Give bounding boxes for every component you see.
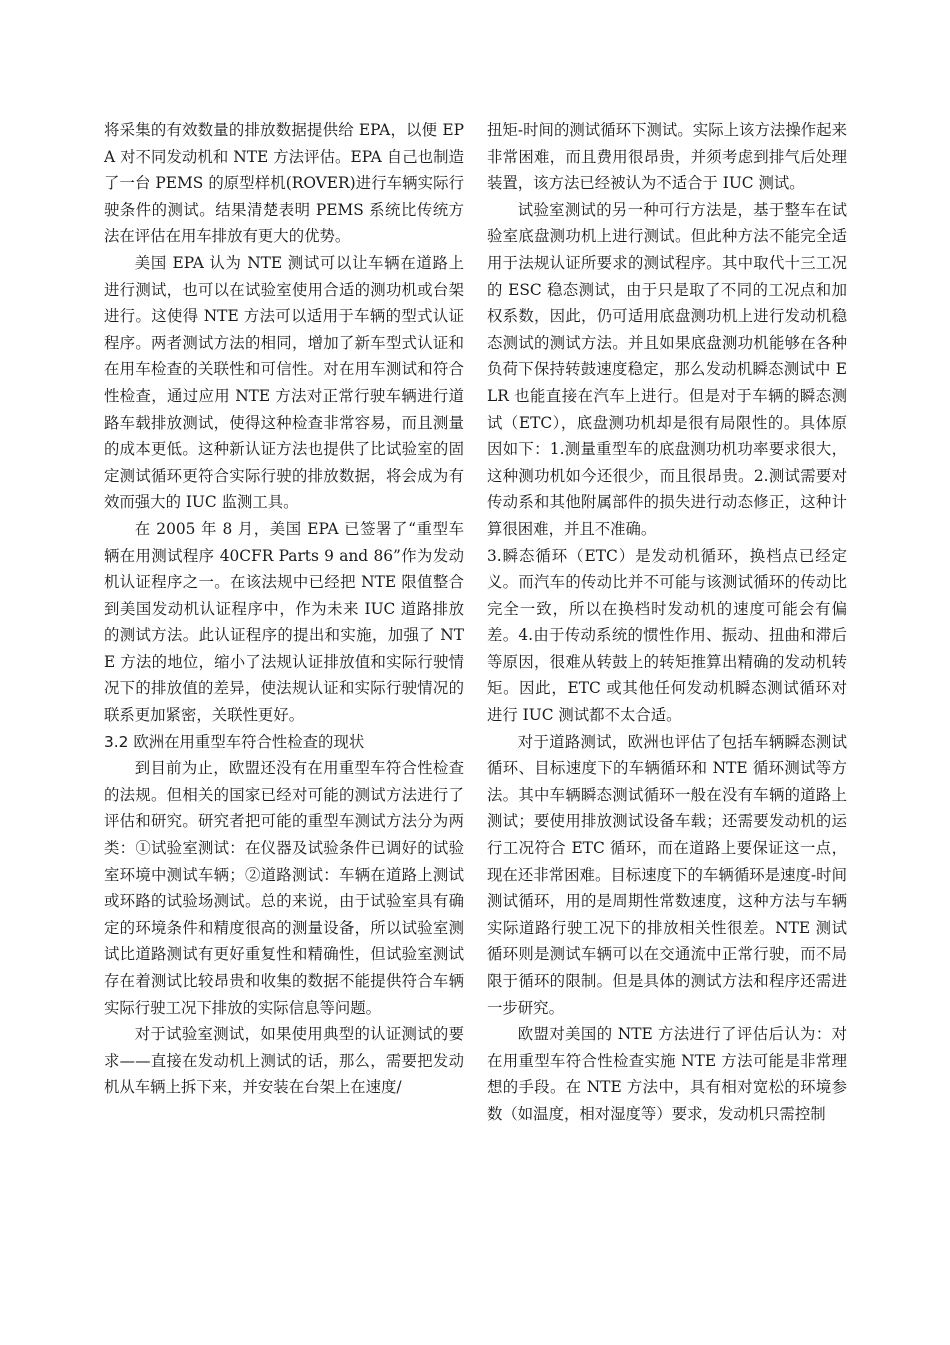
paragraph-nte-testing: 美国 EPA 认为 NTE 测试可以让车辆在道路上进行测试，也可以在试验室使用合适的测功机或台架进行。这使得 NTE 方法可以适用于车辆的型式认证程序。两者测试方法的相同，增加了新车型式认证和在用车检查的关联性和可信性。对在用车测试和符合性检查，通过应用 NTE 方法对正常行驶车辆进行道路车载排放测试，使得这种检查非常容易，而且测量的成本更低。这种新认证方法也提供了比试验室的固定测试循环更符合实际行驶的排放数据，将会成为有效而强大的 IUC 监测工具。 xyxy=(104,253,464,512)
paragraph-2005-regulation: 在 2005 年 8 月，美国 EPA 已签署了“重型车辆在用测试程序 40CFR Parts 9 and 86”作为发动机认证程序之一。在该法规中已经把 NTE 限值整合到美国发动机认证程序中，作为未来 IUC 道路排放的测试方法。此认证程序的提出和实施，加强了 NTE 方法的地位，缩小了法规认证排放值和实际行驶情况下的排放值的差异，使法规认证和实际行驶情况的联系更加紧密，关联性更好。 xyxy=(104,519,464,725)
paragraph-pems-evaluation: 将采集的有效数量的排放数据提供给 EPA，以便 EPA 对不同发动机和 NTE 方法评估。EPA 自己也制造了一台 PEMS 的原型样机(ROVER)进行车辆实际行驶条件的测试。结果清楚表明 PEMS 系统比传统方法在评估在用车排放有更大的优势。 xyxy=(104,121,464,246)
right-column xyxy=(487,117,847,1128)
paragraph-eu-status: 到目前为止，欧盟还没有在用重型车符合性检查的法规。但相关的国家已经对可能的测试方法进行了评估和研究。研究者把可能的重型车测试方法分为两类：①试验室测试：在仪器及试验条件已调好的试验室环境中测试车辆；②道路测试：车辆在道路上测试或环路的试验场测试。总的来说，由于试验室具有确定的环境条件和精度很高的测量设备，所以试验室测试比道路测试有更好重复性和精确性，但试验室测试存在着测试比较昂贵和收集的数据不能提供符合车辆实际行驶工况下排放的实际信息等问题。 xyxy=(104,759,464,1017)
section-heading-3-2: 3.2 欧洲在用重型车符合性检查的现状 xyxy=(104,732,365,751)
left-column xyxy=(104,117,464,1101)
paragraph-etc-reasons: 3.瞬态循环（ETC）是发动机循环，换档点已经定义。而汽车的传动比并不可能与该测试循环的传动比完全一致，所以在换档时发动机的速度可能会有偏差。4.由于传动系统的惯性作用、振动、扭曲和滞后等原因，很难从转鼓上的转矩推算出精确的发动机转矩。因此，ETC 或其他任何发动机瞬态测试循环对进行 IUC 测试都不太合适。 xyxy=(487,546,847,725)
paragraph-lab-testing: 对于试验室测试，如果使用典型的认证测试的要求——直接在发动机上测试的话，那么，需要把发动机从车辆上拆下来，并安装在台架上在速度/ xyxy=(104,1025,464,1097)
paragraph-eu-nte-evaluation: 欧盟对美国的 NTE 方法进行了评估后认为：对在用重型车符合性检查实施 NTE 方法可能是非常理想的手段。在 NTE 方法中，具有相对宽松的环境参数（如温度，相对湿度等）要求，发动机只需控制 xyxy=(487,1025,847,1123)
paragraph-chassis-dyno: 试验室测试的另一种可行方法是，基于整车在试验室底盘测功机上进行测试。但此种方法不能完全适用于法规认证所要求的测试程序。其中取代十三工况的 ESC 稳态测试，由于只是取了不同的工况点和加权系数，因此，仍可适用底盘测功机上进行发动机稳态测试的测试方法。并且如果底盘测功机能够在各种负荷下保持转鼓速度稳定，那么发动机瞬态测试中 ELR 也能直接在汽车上进行。但是对于车辆的瞬态测试（ETC），底盘测功机却是很有局限性的。具体原因如下：1.测量重型车的底盘测功机功率要求很大，这种测功机如今还很少，而且很昂贵。2.测试需要对传动系和其他附属部件的损失进行动态修正，这种计算很困难，并且不准确。 xyxy=(487,200,847,538)
paragraph-torque-time-cycle: 扭矩-时间的测试循环下测试。实际上该方法操作起来非常困难，而且费用很昂贵，并须考虑到排气后处理装置，该方法已经被认为不适合于 IUC 测试。 xyxy=(487,121,847,193)
paragraph-road-testing: 对于道路测试，欧洲也评估了包括车辆瞬态测试循环、目标速度下的车辆循环和 NTE 循环测试等方法。其中车辆瞬态测试循环一般在没有车辆的道路上测试；要使用排放测试设备车载；还需要发动机的运行工况符合 ETC 循环，而在道路上要保证这一点，现在还非常困难。目标速度下的车辆循环是速度-时间测试循环，用的是周期性常数速度，这种方法与车辆实际道路行驶工况下的排放相关性很差。NTE 测试循环则是测试车辆可以在交通流中正常行驶，而不局限于循环的限制。但是具体的测试方法和程序还需进一步研究。 xyxy=(487,732,847,1017)
